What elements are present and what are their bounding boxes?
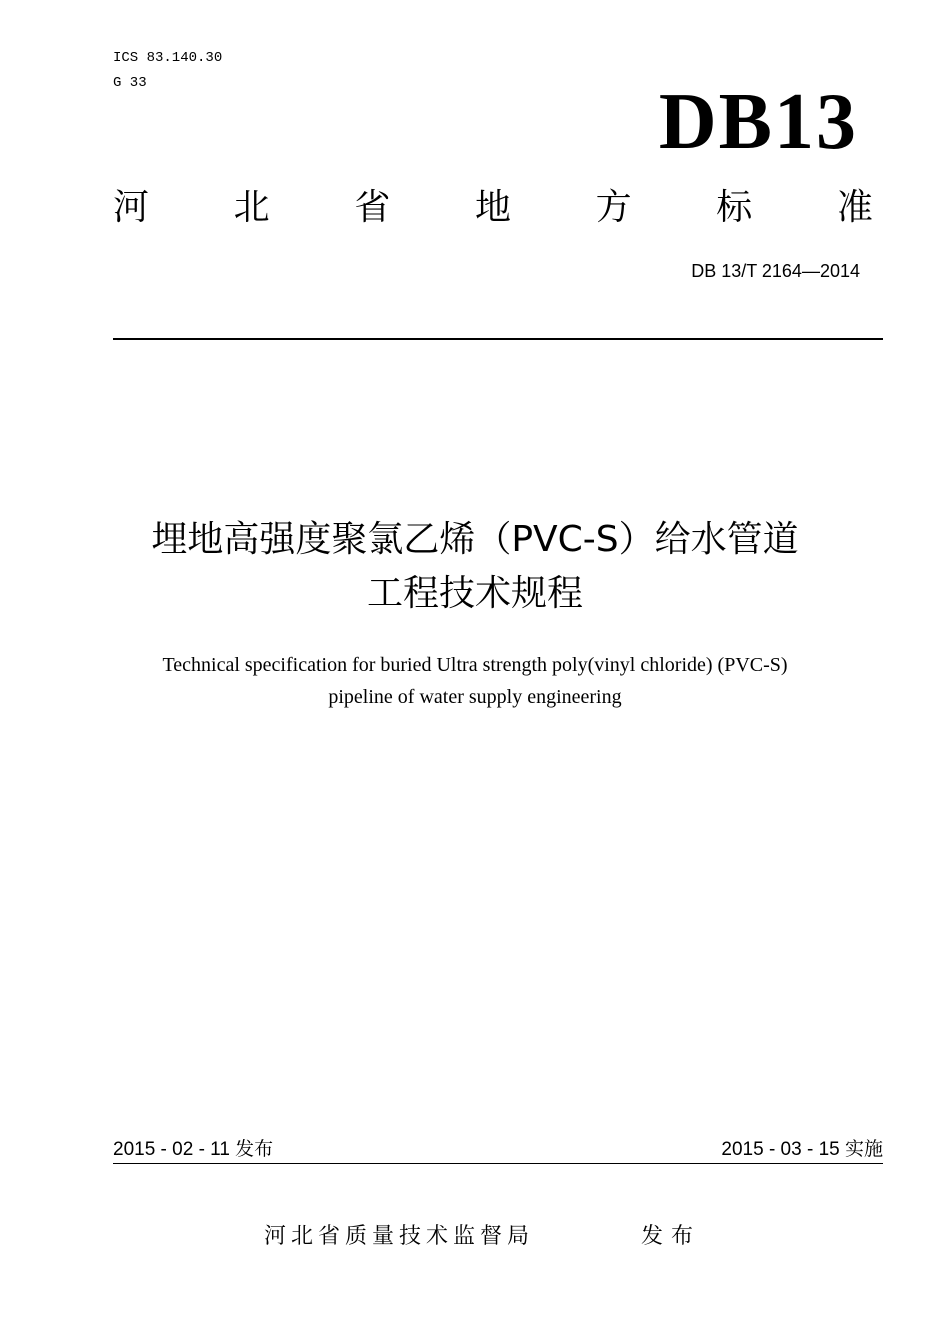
standard-type-char: 地 bbox=[474, 187, 511, 228]
standard-type-char: 标 bbox=[716, 187, 753, 228]
title-chinese-line-2: 工程技术规程 bbox=[366, 573, 583, 614]
standard-type-char: 准 bbox=[836, 187, 873, 228]
standard-type-heading bbox=[113, 185, 873, 231]
ics-code: ICS 83.140.30 bbox=[113, 50, 223, 66]
standard-number: DB 13/T 2164—2014 bbox=[691, 261, 860, 281]
footer-divider bbox=[113, 1163, 883, 1164]
publisher-action: 发布 bbox=[641, 1224, 702, 1249]
standard-type-char: 河 bbox=[113, 187, 150, 228]
publisher-name: 河北省质量技术监督局 bbox=[264, 1224, 535, 1249]
header-divider bbox=[113, 338, 883, 340]
title-chinese-line-1: 埋地高强度聚氯乙烯（PVC-S）给水管道 bbox=[151, 519, 799, 560]
issue-date: 2015 - 02 - 11 发布 bbox=[113, 1139, 274, 1160]
standard-logo: DB13 bbox=[658, 78, 858, 166]
standard-type-char: 北 bbox=[233, 187, 270, 228]
title-english-line-2: pipeline of water supply engineering bbox=[328, 686, 622, 708]
standard-type-char: 省 bbox=[354, 187, 391, 228]
implementation-date: 2015 - 03 - 15 实施 bbox=[721, 1139, 883, 1160]
ccs-code: G 33 bbox=[113, 75, 147, 91]
standard-type-char: 方 bbox=[595, 187, 632, 228]
title-english-line-1: Technical specification for buried Ultra strength poly(vinyl chloride) (PVC-S) bbox=[162, 654, 788, 676]
